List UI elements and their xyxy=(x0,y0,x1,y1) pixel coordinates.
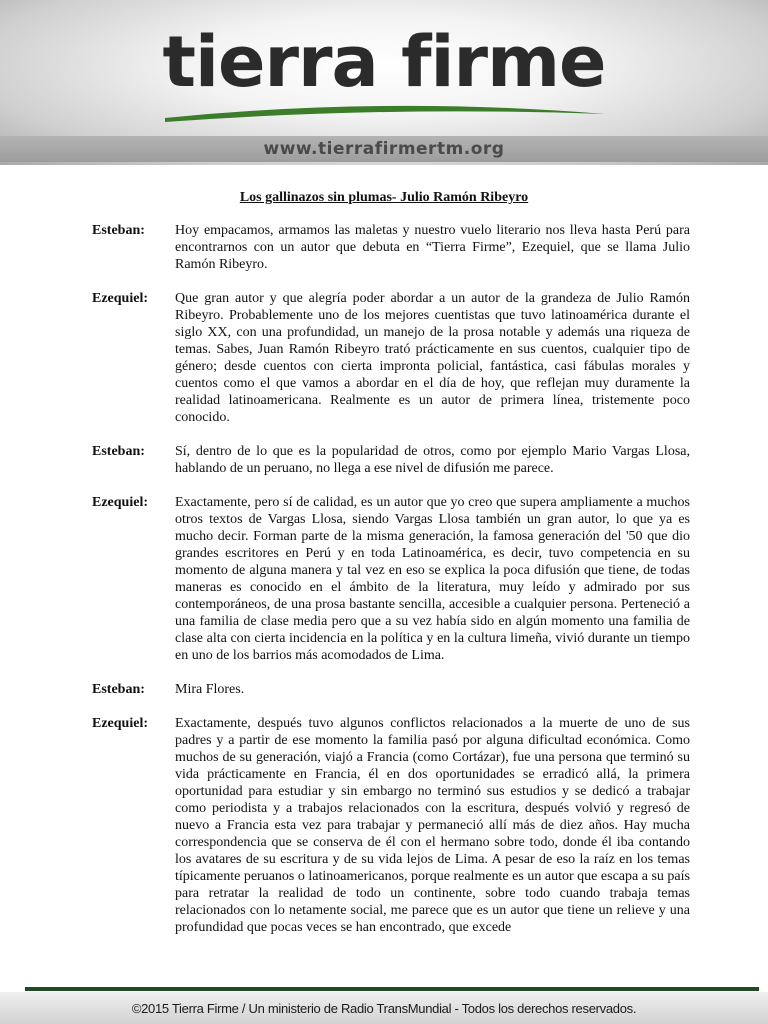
dialogue-text: Exactamente, pero sí de calidad, es un autor que yo creo que supera ampliamente a muchos otros textos de Vargas Llosa, siendo Vargas Llosa también un gran autor, lo que ya es mucho decir. Forman parte de la misma generación, la famosa generación del '50 que dio grandes escritores en Perú y en toda Latinoamérica, es decir, tuvo competencia en su momento de alguna manera y tal vez en eso se explica la poca difusión que tiene, de todas maneras es conocido en el ámbito de la literatura, muy leído y admirado por sus contemporáneos, de una prosa bastante sencilla, accesible a cualquier persona. Perteneció a una familia de clase media pero que a su vez había sido en algún momento una familia de clase alta con cierta incidencia en la política y en la cultura limeña, vivió durante un tiempo en uno de los barrios más acomodados de Lima. xyxy=(175,495,690,663)
dialogue-entry xyxy=(92,443,692,477)
dialogue-text: Hoy empacamos, armamos las maletas y nuestro vuelo literario nos lleva hasta Perú para encontrarnos con un autor que debuta en “Tierra Firme”, Ezequiel, que se llama Julio Ramón Ribeyro. xyxy=(175,223,690,272)
speaker-name: Ezequiel: xyxy=(92,291,148,306)
footer-divider xyxy=(25,987,759,991)
dialogue-entry xyxy=(92,290,692,426)
header-banner xyxy=(0,0,768,165)
footer-copyright: ©2015 Tierra Firme / Un ministerio de Radio TransMundial - Todos los derechos reservados. xyxy=(131,1001,637,1016)
document-title: Los gallinazos sin plumas- Julio Ramón Ribeyro xyxy=(239,190,529,205)
dialogue-text: Que gran autor y que alegría poder abordar a un autor de la grandeza de Julio Ramón Ribeyro. Probablemente uno de los mejores cuentistas que tuvo latinoamérica durante el siglo XX, con una profundidad, un manejo de la prosa notable y además una riqueza de temas. Sabes, Juan Ramón Ribeyro trató prácticamente en sus cuentos, cualquier tipo de género; desde cuentos con cierta impronta policial, fantástica, casi fábulas morales y cuentos como el que vamos a abordar en el día de hoy, que reflejan muy duramente la realidad latinoamericana. Realmente es un autor de primera línea, tristemente poco conocido. xyxy=(175,291,690,425)
site-url[interactable]: www.tierrafirmertm.org xyxy=(263,139,505,159)
dialogue-text: Mira Flores. xyxy=(175,682,245,697)
dialogue-entry xyxy=(92,715,692,936)
site-logo: tierra firme xyxy=(162,21,606,103)
logo-swoosh-icon xyxy=(160,88,610,128)
dialogue-text: Exactamente, después tuvo algunos conflictos relacionados a la muerte de uno de sus padres y a partir de ese momento la familia pasó por alguna dificultad económica. Como muchos de su generación, viajó a Francia (como Cortázar), fue una persona que terminó su vida prácticamente en Francia, él en dos oportunidades se erradicó allá, la primera oportunidad para estudiar y sin embargo no terminó sus estudios y se dedicó a trabajar como periodista y a trabajos relacionados con la escritura, después volvió y regresó de nuevo a Francia esta vez para trabajar y permaneció allí más de diez años. Hay mucha correspondencia que se conserva de él con el hermano sobre todo, donde él iba contando los avatares de su escritura y de su vida lejos de Lima. A pesar de eso la raíz en los temas típicamente peruanos o latinoamericanos, porque realmente es un autor que escapa a su país para retratar la realidad de todo un continente, sobre todo cuando trabaja temas relacionados con lo netamente social, me parece que es un autor que tiene un relieve y una profundidad que pocas veces se han encontrado, que excede xyxy=(175,716,690,935)
dialogue-entry xyxy=(92,494,692,664)
dialogue-entry xyxy=(92,681,692,698)
speaker-name: Esteban: xyxy=(92,444,145,459)
dialogue-text: Sí, dentro de lo que es la popularidad de otros, como por ejemplo Mario Vargas Llosa, hablando de un peruano, no llega a ese nivel de difusión me parece. xyxy=(175,444,690,476)
speaker-name: Esteban: xyxy=(92,223,145,238)
dialogue-entry xyxy=(92,222,692,273)
speaker-name: Ezequiel: xyxy=(92,495,148,510)
speaker-name: Ezequiel: xyxy=(92,716,148,731)
dialogue xyxy=(92,222,692,953)
speaker-name: Esteban: xyxy=(92,682,145,697)
